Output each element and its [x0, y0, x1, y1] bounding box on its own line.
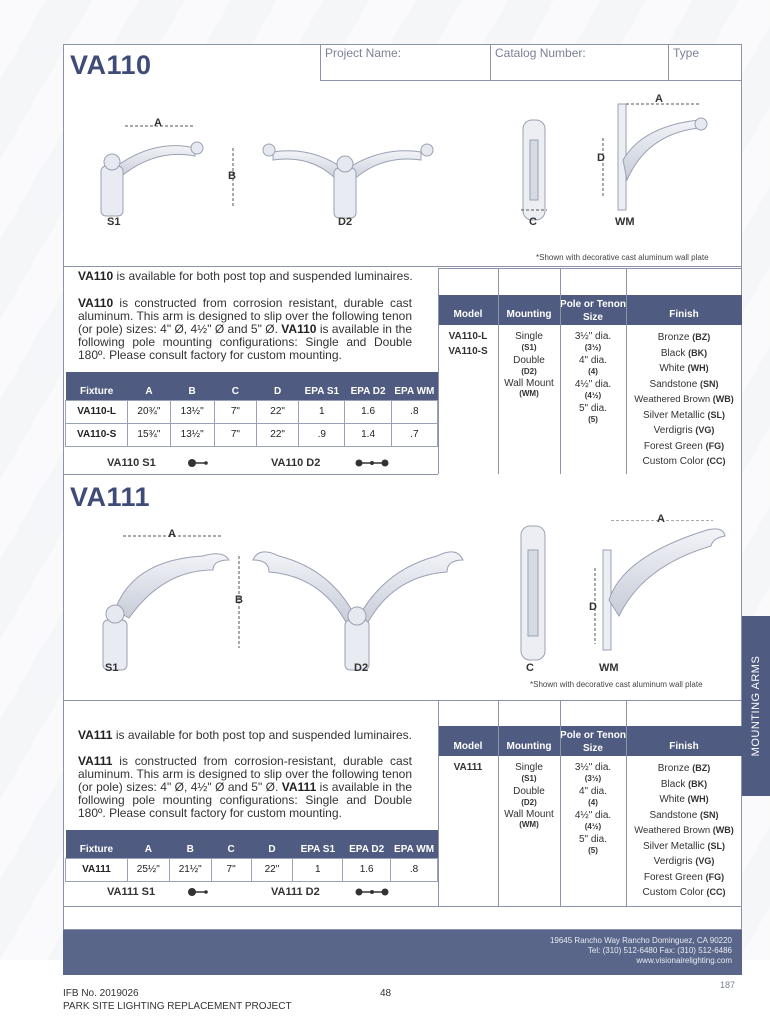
col-epa-s1: EPA S1: [299, 372, 345, 400]
table-row: VA110-S 15¾" 13½" 7" 22" .9 1.4 .7: [66, 423, 438, 446]
type-label: Type: [673, 46, 700, 60]
va111-wm-label: WM: [599, 662, 619, 674]
va111-dim-b: B: [235, 594, 243, 606]
header-divider: [320, 80, 742, 81]
va110-opt-h-finish: Finish: [669, 309, 699, 320]
va111-models: VA111: [453, 762, 483, 773]
va111-opt-h-finish: Finish: [669, 741, 699, 752]
va110-note: *Shown with decorative cast aluminum wall plate: [536, 253, 709, 262]
col-b: B: [169, 830, 211, 858]
va111-mounting-list: Single (S1) Double (D2) Wall Mount (WM): [504, 762, 554, 829]
col-fixture: Fixture: [66, 830, 128, 858]
va110-spec-table: [65, 372, 438, 447]
va111-opt-vline-1: [438, 700, 439, 906]
va111-tenon-list: 3½" dia. (3½) 4" dia. (4) 4½" dia. (4½) 5" dia. (5): [574, 762, 612, 855]
va110-table-bottom: [63, 474, 438, 475]
va111-config-d2: VA111 D2: [271, 886, 320, 898]
col-a: A: [127, 830, 169, 858]
catalog-number-field[interactable]: [490, 44, 668, 80]
va110-description: VA110 is constructed from corrosion resistant, durable cast aluminum. This arm is designed to slip over the following tenon (or pole) sizes: 4" Ø, 4½" Ø and 5" Ø. VA110 is available in the following pole mounting configurations: Single and Double 180º. Please consult factory for custom mounting.: [78, 296, 412, 362]
va111-d2-label: D2: [354, 662, 369, 674]
ifb-page-number: 48: [380, 988, 392, 999]
va110-dim-d: D: [597, 152, 605, 164]
va110-models: VA110-L VA110-S: [448, 331, 488, 357]
project-name-label: Project Name:: [325, 46, 402, 60]
col-c: C: [214, 372, 256, 400]
va111-spec-table: [65, 830, 438, 882]
va111-finish-list: Bronze (BZ) Black (BK) White (WH) Sandstone (SN) Weathered Brown (WB) Silver Metallic (SL) Verdigris (VG) Forest Green (FG) Custom Color (CC): [634, 763, 734, 898]
va111-opt-h-mounting: Mounting: [506, 741, 552, 752]
table-row: VA110-L 20¾" 13½" 7" 22" 1 1.6 .8: [66, 400, 438, 423]
va110-divider: [63, 266, 742, 267]
project-title: PARK SITE LIGHTING REPLACEMENT PROJECT: [63, 1001, 292, 1012]
va111-opt-h-tenon: Pole or Tenon Size: [560, 730, 626, 754]
col-fixture: Fixture: [66, 372, 128, 400]
va110-opt-h-mounting: Mounting: [506, 309, 552, 320]
page-number: 187: [720, 980, 736, 990]
va110-dim-a-wm: A: [655, 93, 663, 105]
va110-dim-b: B: [228, 170, 236, 182]
va111-drawings: [63, 520, 742, 680]
footer-web[interactable]: www.visionairelighting.com: [636, 956, 732, 965]
col-b: B: [170, 372, 214, 400]
va110-d2-label: D2: [338, 216, 353, 228]
va110-opt-vline-1: [438, 268, 439, 474]
footer-address: 19645 Rancho Way Rancho Dominguez, CA 90220: [549, 936, 732, 945]
footer-phone: Tel: (310) 512-6480 Fax: (310) 512-6486: [587, 946, 732, 955]
va110-c-label: C: [529, 216, 537, 228]
va111-dim-a: A: [168, 528, 176, 540]
va110-opt-top: [438, 268, 742, 269]
double-mount-icon: [354, 887, 390, 897]
va110-dim-a: A: [154, 117, 162, 129]
col-epa-d2: EPA D2: [345, 372, 391, 400]
va110-d2-drawing: [233, 144, 433, 218]
va110-drawings: [63, 90, 742, 270]
va111-dim-d: D: [589, 601, 597, 613]
va111-opt-top: [438, 700, 742, 701]
va111-title: VA111: [70, 482, 151, 512]
table-row: VA111 25½" 21½" 7" 22" 1 1.6 .8: [66, 858, 438, 881]
va111-s1-drawing: [103, 536, 229, 670]
single-mount-icon: [186, 458, 210, 468]
va111-config-s1: VA111 S1: [107, 886, 156, 898]
va111-dim-a-wm: A: [657, 513, 665, 525]
va110-config-s1: VA110 S1: [107, 457, 156, 469]
double-mount-icon: [354, 458, 390, 468]
va111-description: VA111 is constructed from corrosion-resistant, durable cast aluminum. This arm is designed to slip over the following tenon (or pole) sizes: 4" Ø, 4½" Ø and 5" Ø. VA111 is available in the following pole mounting configurations: Single and Double 180º. Please consult factory for custom mounting.: [78, 754, 412, 820]
col-epa-d2: EPA D2: [343, 830, 391, 858]
va111-intro: VA111 is available for both post top and suspended luminaires.: [78, 728, 413, 742]
va110-tenon-list: 3½" dia. (3½) 4" dia. (4) 4½" dia. (4½) 5" dia. (5): [574, 331, 612, 424]
va111-d2-drawing: [239, 552, 463, 670]
va110-wm-drawing: [603, 104, 707, 210]
mounting-arms-tab: MOUNTING ARMS: [742, 616, 770, 796]
va110-wall-plate-drawing: [521, 120, 547, 220]
col-epa-s1: EPA S1: [293, 830, 343, 858]
project-name-field[interactable]: [320, 44, 490, 80]
va110-intro: VA110 is available for both post top and suspended luminaires.: [78, 269, 413, 283]
va111-opt-h-model: Model: [453, 741, 483, 752]
col-d: D: [251, 830, 293, 858]
va111-table-bottom: [63, 906, 742, 907]
va110-opt-h-tenon: Pole or Tenon Size: [560, 299, 626, 323]
va111-c-label: C: [526, 662, 534, 674]
ifb-number: IFB No. 2019026: [63, 988, 139, 999]
single-mount-icon: [186, 887, 210, 897]
col-epa-wm: EPA WM: [391, 830, 438, 858]
va110-wm-label: WM: [615, 216, 635, 228]
va110-mounting-list: Single (S1) Double (D2) Wall Mount (WM): [504, 331, 554, 398]
va111-s1-label: S1: [105, 662, 119, 674]
type-field[interactable]: [668, 44, 742, 80]
va110-config-d2: VA110 D2: [271, 457, 321, 469]
va110-s1-label: S1: [107, 216, 121, 228]
catalog-number-label: Catalog Number:: [495, 46, 586, 60]
col-a: A: [128, 372, 170, 400]
va110-opt-h-model: Model: [453, 309, 483, 320]
footer-bar: [63, 930, 742, 975]
va111-wall-plate-drawing: [521, 526, 545, 660]
va110-title: VA110: [70, 50, 152, 80]
va110-finish-list: Bronze (BZ) Black (BK) White (WH) Sandstone (SN) Weathered Brown (WB) Silver Metallic (SL) Verdigris (VG) Forest Green (FG) Custom Color (CC): [634, 332, 734, 467]
va110-s1-drawing: [101, 126, 203, 216]
va111-wm-drawing: [595, 520, 725, 650]
col-d: D: [257, 372, 299, 400]
col-epa-wm: EPA WM: [391, 372, 437, 400]
va111-note: *Shown with decorative cast aluminum wall plate: [530, 680, 703, 689]
col-c: C: [211, 830, 251, 858]
